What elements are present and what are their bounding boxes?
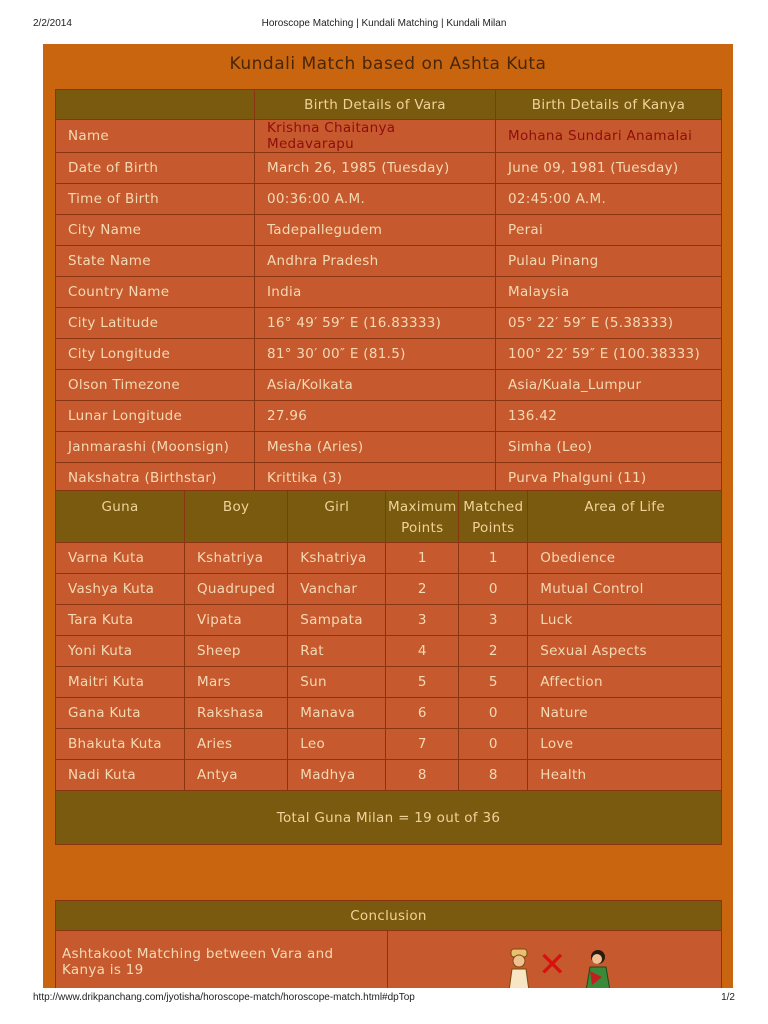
- guna-area: Luck: [528, 605, 722, 636]
- guna-matched: 0: [459, 698, 528, 729]
- guna-area: Nature: [528, 698, 722, 729]
- guna-row: [56, 667, 722, 698]
- print-page-title: Horoscope Matching | Kundali Matching | Kundali Milan: [261, 18, 507, 29]
- conclusion-table: [55, 900, 722, 988]
- header-matched-points: [459, 491, 528, 543]
- details-label: Janmarashi (Moonsign): [56, 432, 255, 463]
- print-header: [0, 18, 768, 34]
- kundali-match-panel: [43, 44, 733, 988]
- kanya-value: Pulau Pinang: [496, 246, 722, 277]
- header-max-points: [386, 491, 459, 543]
- guna-max: 7: [386, 729, 459, 760]
- conclusion-row: [56, 931, 722, 989]
- guna-name: Tara Kuta: [56, 605, 185, 636]
- guna-max: 2: [386, 574, 459, 605]
- details-row: [56, 153, 722, 184]
- guna-boy: Mars: [185, 667, 288, 698]
- guna-girl: Leo: [288, 729, 386, 760]
- guna-boy: Kshatriya: [185, 543, 288, 574]
- birth-details-header-row: [56, 90, 722, 120]
- guna-area: Health: [528, 760, 722, 791]
- details-label: Time of Birth: [56, 184, 255, 215]
- guna-matched: 3: [459, 605, 528, 636]
- details-label: Nakshatra (Birthstar): [56, 463, 255, 494]
- details-row: [56, 401, 722, 432]
- header-area: Area of Life: [528, 491, 722, 543]
- header-guna: Guna: [56, 491, 185, 543]
- conclusion-header-row: [56, 901, 722, 931]
- guna-name: Bhakuta Kuta: [56, 729, 185, 760]
- guna-row: [56, 636, 722, 667]
- guna-row: [56, 760, 722, 791]
- guna-name: Varna Kuta: [56, 543, 185, 574]
- print-footer: [0, 992, 768, 1008]
- kanya-value: Simha (Leo): [496, 432, 722, 463]
- print-date: 2/2/2014: [33, 18, 72, 29]
- panel-title: Kundali Match based on Ashta Kuta: [229, 54, 547, 74]
- vara-value: Asia/Kolkata: [255, 370, 496, 401]
- vara-value: India: [255, 277, 496, 308]
- details-row: [56, 120, 722, 153]
- conclusion-illustration: [388, 931, 721, 988]
- guna-boy: Aries: [185, 729, 288, 760]
- guna-name: Vashya Kuta: [56, 574, 185, 605]
- guna-area: Affection: [528, 667, 722, 698]
- details-label: City Name: [56, 215, 255, 246]
- header-vara: Birth Details of Vara: [255, 90, 496, 120]
- header-matched-line2: Points: [472, 520, 515, 536]
- header-girl: Girl: [288, 491, 386, 543]
- kanya-value: 100° 22′ 59″ E (100.38333): [496, 339, 722, 370]
- guna-matched: 2: [459, 636, 528, 667]
- guna-header-row: [56, 491, 722, 543]
- details-label: Date of Birth: [56, 153, 255, 184]
- guna-girl: Vanchar: [288, 574, 386, 605]
- details-row: [56, 339, 722, 370]
- guna-total-row: [56, 791, 722, 845]
- vara-value: Andhra Pradesh: [255, 246, 496, 277]
- guna-total: Total Guna Milan = 19 out of 36: [56, 791, 722, 845]
- details-row: [56, 184, 722, 215]
- vara-value: Krittika (3): [255, 463, 496, 494]
- guna-max: 5: [386, 667, 459, 698]
- kanya-value: Asia/Kuala_Lumpur: [496, 370, 722, 401]
- guna-matched: 0: [459, 574, 528, 605]
- red-x-icon: ✕: [538, 945, 567, 985]
- guna-matched: 1: [459, 543, 528, 574]
- guna-girl: Kshatriya: [288, 543, 386, 574]
- details-row: [56, 215, 722, 246]
- guna-girl: Manava: [288, 698, 386, 729]
- guna-girl: Sampata: [288, 605, 386, 636]
- header-matched-line1: Matched: [463, 499, 524, 515]
- kanya-value: 02:45:00 A.M.: [496, 184, 722, 215]
- guna-boy: Antya: [185, 760, 288, 791]
- guna-matched: 8: [459, 760, 528, 791]
- birth-details-table: [55, 89, 722, 494]
- details-label: City Latitude: [56, 308, 255, 339]
- header-max-line1: Maximum: [387, 499, 457, 515]
- guna-max: 3: [386, 605, 459, 636]
- guna-boy: Rakshasa: [185, 698, 288, 729]
- guna-area: Love: [528, 729, 722, 760]
- vara-value: 27.96: [255, 401, 496, 432]
- details-label: Lunar Longitude: [56, 401, 255, 432]
- girl-figure-icon: [580, 947, 614, 988]
- boy-figure-icon: [504, 947, 534, 988]
- details-row: [56, 308, 722, 339]
- guna-name: Gana Kuta: [56, 698, 185, 729]
- kanya-value: Purva Phalguni (11): [496, 463, 722, 494]
- details-row: [56, 277, 722, 308]
- kanya-name: Mohana Sundari Anamalai: [496, 120, 722, 153]
- guna-area: Obedience: [528, 543, 722, 574]
- kanya-value: June 09, 1981 (Tuesday): [496, 153, 722, 184]
- guna-row: [56, 605, 722, 636]
- guna-row: [56, 543, 722, 574]
- header-max-line2: Points: [401, 520, 444, 536]
- vara-value: March 26, 1985 (Tuesday): [255, 153, 496, 184]
- kanya-value: 05° 22′ 59″ E (5.38333): [496, 308, 722, 339]
- guna-max: 1: [386, 543, 459, 574]
- guna-matched: 0: [459, 729, 528, 760]
- guna-max: 6: [386, 698, 459, 729]
- vara-value: 00:36:00 A.M.: [255, 184, 496, 215]
- conclusion-header: Conclusion: [56, 901, 722, 931]
- header-kanya: Birth Details of Kanya: [496, 90, 722, 120]
- guna-max: 4: [386, 636, 459, 667]
- vara-value: 16° 49′ 59″ E (16.83333): [255, 308, 496, 339]
- vara-name: Krishna Chaitanya Medavarapu: [255, 120, 496, 153]
- vara-value: Mesha (Aries): [255, 432, 496, 463]
- guna-area: Sexual Aspects: [528, 636, 722, 667]
- guna-name: Maitri Kuta: [56, 667, 185, 698]
- details-row: [56, 370, 722, 401]
- guna-area: Mutual Control: [528, 574, 722, 605]
- guna-girl: Rat: [288, 636, 386, 667]
- guna-matched: 5: [459, 667, 528, 698]
- print-page-number: 1/2: [721, 992, 735, 1003]
- details-row: [56, 246, 722, 277]
- guna-girl: Sun: [288, 667, 386, 698]
- vara-value: Tadepallegudem: [255, 215, 496, 246]
- kanya-value: 136.42: [496, 401, 722, 432]
- details-row: [56, 432, 722, 463]
- guna-row: [56, 574, 722, 605]
- guna-max: 8: [386, 760, 459, 791]
- vara-value: 81° 30′ 00″ E (81.5): [255, 339, 496, 370]
- details-label: State Name: [56, 246, 255, 277]
- details-label: Olson Timezone: [56, 370, 255, 401]
- guna-name: Yoni Kuta: [56, 636, 185, 667]
- details-label: Country Name: [56, 277, 255, 308]
- guna-row: [56, 729, 722, 760]
- details-label: Name: [56, 120, 255, 153]
- print-url[interactable]: http://www.drikpanchang.com/jyotisha/horoscope-match/horoscope-match.html#dpTop: [33, 992, 415, 1003]
- kanya-value: Perai: [496, 215, 722, 246]
- guna-boy: Sheep: [185, 636, 288, 667]
- conclusion-image-cell: [388, 931, 722, 989]
- header-blank-cell: [56, 90, 255, 120]
- guna-row: [56, 698, 722, 729]
- conclusion-text: Ashtakoot Matching between Vara and Kanya is 19: [56, 931, 388, 989]
- details-label: City Longitude: [56, 339, 255, 370]
- header-boy: Boy: [185, 491, 288, 543]
- guna-table: [55, 490, 722, 845]
- guna-boy: Quadruped: [185, 574, 288, 605]
- kanya-value: Malaysia: [496, 277, 722, 308]
- guna-boy: Vipata: [185, 605, 288, 636]
- guna-name: Nadi Kuta: [56, 760, 185, 791]
- details-row: [56, 463, 722, 494]
- guna-girl: Madhya: [288, 760, 386, 791]
